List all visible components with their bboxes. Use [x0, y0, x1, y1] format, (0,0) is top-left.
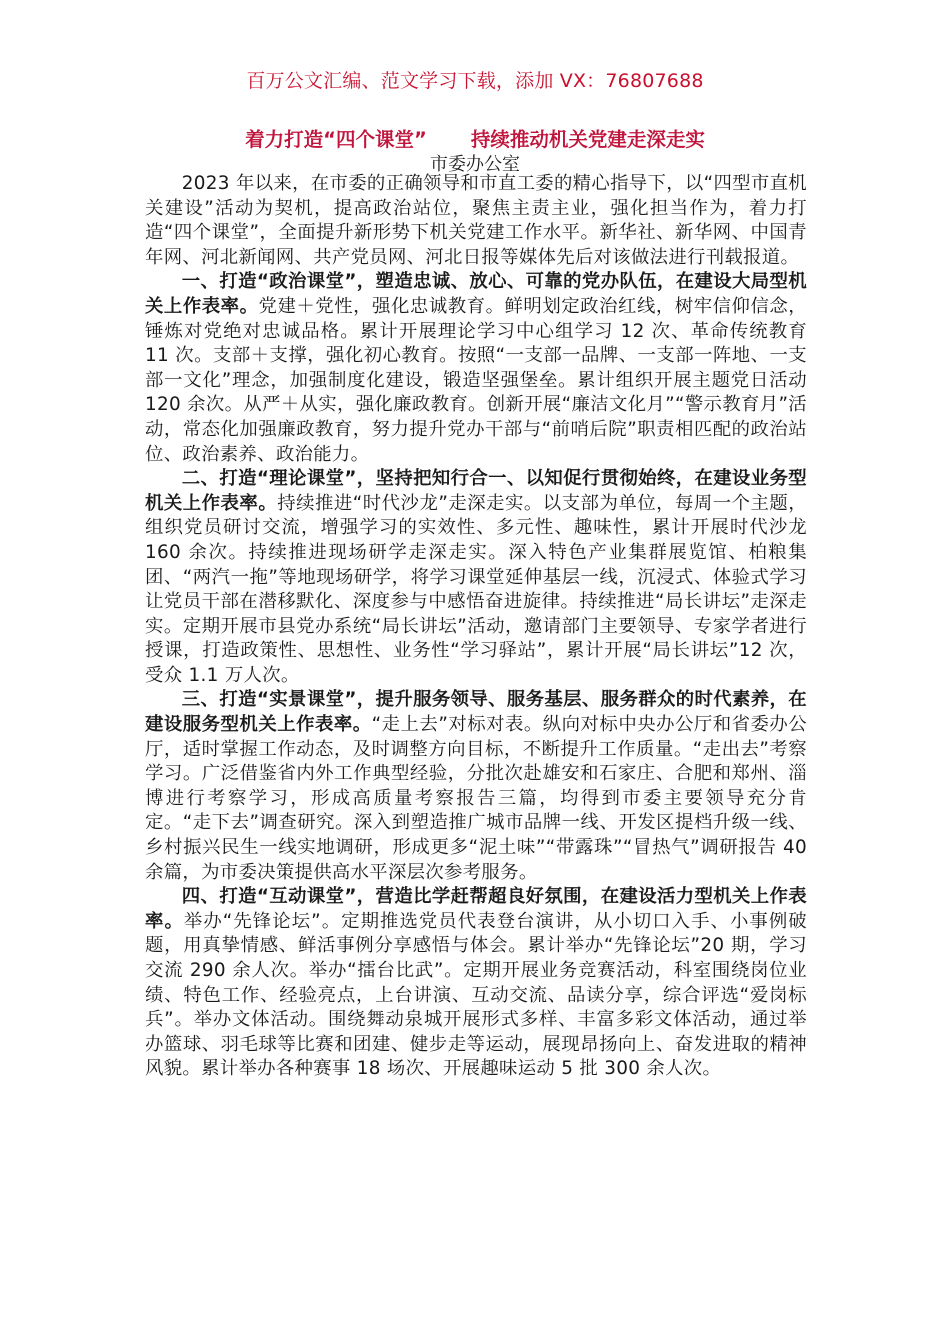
paragraph-text: 举办“先锋论坛”。定期推选党员代表登台演讲，从小切口入手、小事例破题，用真挚情感、鲜活事例分享感悟与体会。累计举办“先锋论坛”20 期，学习交流 290 余人次。举办“擂台比武”。定期开展业务竞赛活动，科室围绕岗位业绩、特色工作、经验亮点，上台讲演、互动交流、品读分享，综合评选“爱岗标兵”。举办文体活动。围绕舞动泉城开展形式多样、丰富多彩文体活动，通过举办篮球、羽毛球等比赛和团建、健步走等运动，展现昂扬向上、奋发进取的精神风貌。累计举办各种赛事 18 场次、开展趣味运动 5 批 300 余人次。 — [145, 910, 807, 1080]
article-title-part1: 着力打造“四个课堂” — [245, 128, 427, 151]
paragraph-lead: 二、打造“理论课堂”，坚持把知行合一、以知促行贯彻始终，在建设业务型机关上作表率。 — [145, 468, 807, 514]
paragraph-text: 2023 年以来，在市委的正确领导和市直工委的精心指导下，以“四型市直机关建设”活动为契机，提高政治站位，聚焦主责主业，强化担当作为，着力打造“四个课堂”，全面提升新形势下机关党建工作水平。新华社、新华网、中国青年网、河北新闻网、共产党员网、河北日报等媒体先后对该做法进行刊载报道。 — [145, 173, 807, 268]
paragraph-text: 党建＋党性，强化忠诚教育。鲜明划定政治红线，树牢信仰信念，锤炼对党绝对忠诚品格。累计开展理论学习中心组学习 12 次、革命传统教育 11 次。支部＋支撑，强化初心教育。按照“一支部一品牌、一支部一阵地、一支部一文化”理念，加强制度化建设，锻造坚强堡垒。累计组织开展主题党日活动 120 余次。从严＋从实，强化廉政教育。创新开展“廉洁文化月”“警示教育月”活动，常态化加强廉政教育，努力提升党办干部与“前哨后院”职责相匹配的政治站位、政治素养、政治能力。 — [145, 295, 807, 465]
paragraph-section-2 — [145, 467, 807, 688]
paragraph-text: 持续推进“时代沙龙”走深走实。以支部为单位，每周一个主题，组织党员研讨交流，增强学习的实效性、多元性、趣味性，累计开展时代沙龙 160 余次。持续推进现场研学走深走实。深入特色产业集群展览馆、柏粮集团、“两汽一拖”等地现场研学，将学习课堂延伸基层一线，沉浸式、体验式学习让党员干部在潜移默化、深度参与中感悟奋进旋律。持续推进“局长讲坛”走深走实。定期开展市县党办系统“局长讲坛”活动，邀请部门主要领导、专家学者进行授课，打造政策性、思想性、业务性“学习驿站”，累计开展“局长讲坛”12 次，受众 1.1 万人次。 — [145, 492, 807, 686]
paragraph-text: “走上去”对标对表。纵向对标中央办公厅和省委办公厅，适时掌握工作动态，及时调整方向目标，不断提升工作质量。“走出去”考察学习。广泛借鉴省内外工作典型经验，分批次赴雄安和石家庄、合肥和郑州、淄博进行考察学习，形成高质量考察报告三篇，均得到市委主要领导充分肯定。“走下去”调查研究。深入到塑造推广城市品牌一线、开发区提档升级一线、乡村振兴民生一线实地调研，形成更多“泥土味”“带露珠”“冒热气”调研报告 40 余篇，为市委决策提供高水平深层次参考服务。 — [145, 714, 807, 883]
paragraph-section-1 — [145, 270, 807, 467]
paragraph-lead: 四、打造“互动课堂”，营造比学赶帮超良好氛围，在建设活力型机关上作表率。 — [145, 886, 807, 932]
article-body — [145, 172, 807, 1082]
paragraph-intro — [145, 172, 807, 270]
paragraph-section-3 — [145, 688, 807, 885]
paragraph-lead: 一、打造“政治课堂”，塑造忠诚、放心、可靠的党办队伍，在建设大局型机关上作表率。 — [145, 271, 807, 317]
paragraph-lead: 三、打造“实景课堂”，提升服务领导、服务基层、服务群众的时代素养，在建设服务型机关上作表率。 — [145, 689, 807, 736]
article-title-part2: 持续推动机关党建走深走实 — [470, 128, 705, 151]
paragraph-section-4 — [145, 885, 807, 1082]
author-department: 市委办公室 — [430, 154, 520, 175]
header-banner: 百万公文汇编、范文学习下载，添加 VX：76807688 — [246, 70, 704, 92]
article-title — [0, 124, 950, 152]
